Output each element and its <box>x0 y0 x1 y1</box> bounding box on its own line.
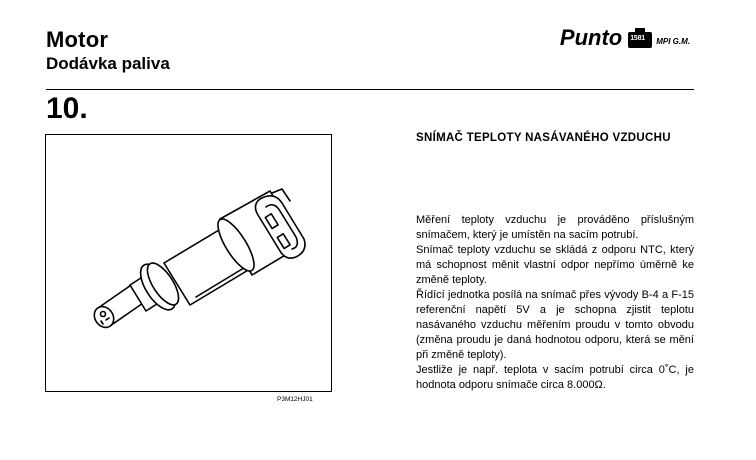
paragraph: Měření teploty vzduchu je prováděno příslušným snímačem, který je umístěn na sacím potrubí. <box>416 214 694 241</box>
engine-icon <box>628 28 654 50</box>
engine-badge-text: 1581 <box>630 35 645 42</box>
article-heading: SNÍMAČ TEPLOTY NASÁVANÉHO VZDUCHU <box>416 132 671 144</box>
paragraph: Řídící jednotka posílá na snímač přes vývody B-4 a F-15 referenční napětí 5V a je schopna zjistit teplotu nasávaného vzduchu měřením proudu v tomto obvodu (změna proudu je daná hodnotou odporu, která se mění při změně teploty). <box>416 289 694 361</box>
paragraph: Snímač teploty vzduchu se skládá z odporu NTC, který má schopnost měnit vlastní odpor nepřímo úměrně ke změně teploty. <box>416 244 694 286</box>
header-divider <box>46 89 694 90</box>
figure-reference: P3M12HJ01 <box>277 396 313 403</box>
air-temperature-sensor-illustration <box>46 135 331 391</box>
subsection-title: Dodávka paliva <box>46 54 170 73</box>
section-title: Motor <box>46 27 109 52</box>
article-body <box>416 213 694 393</box>
engine-label: MPI G.M. <box>656 37 690 46</box>
brand-name: Punto <box>559 25 623 50</box>
figure-frame <box>45 134 332 392</box>
brand-logo <box>560 26 690 50</box>
page-number: 10. <box>46 92 88 125</box>
paragraph: Jestliže je např. teplota v sacím potrubí circa 0˚C, je hodnota odporu snímače circa 8.000Ω. <box>416 364 694 391</box>
